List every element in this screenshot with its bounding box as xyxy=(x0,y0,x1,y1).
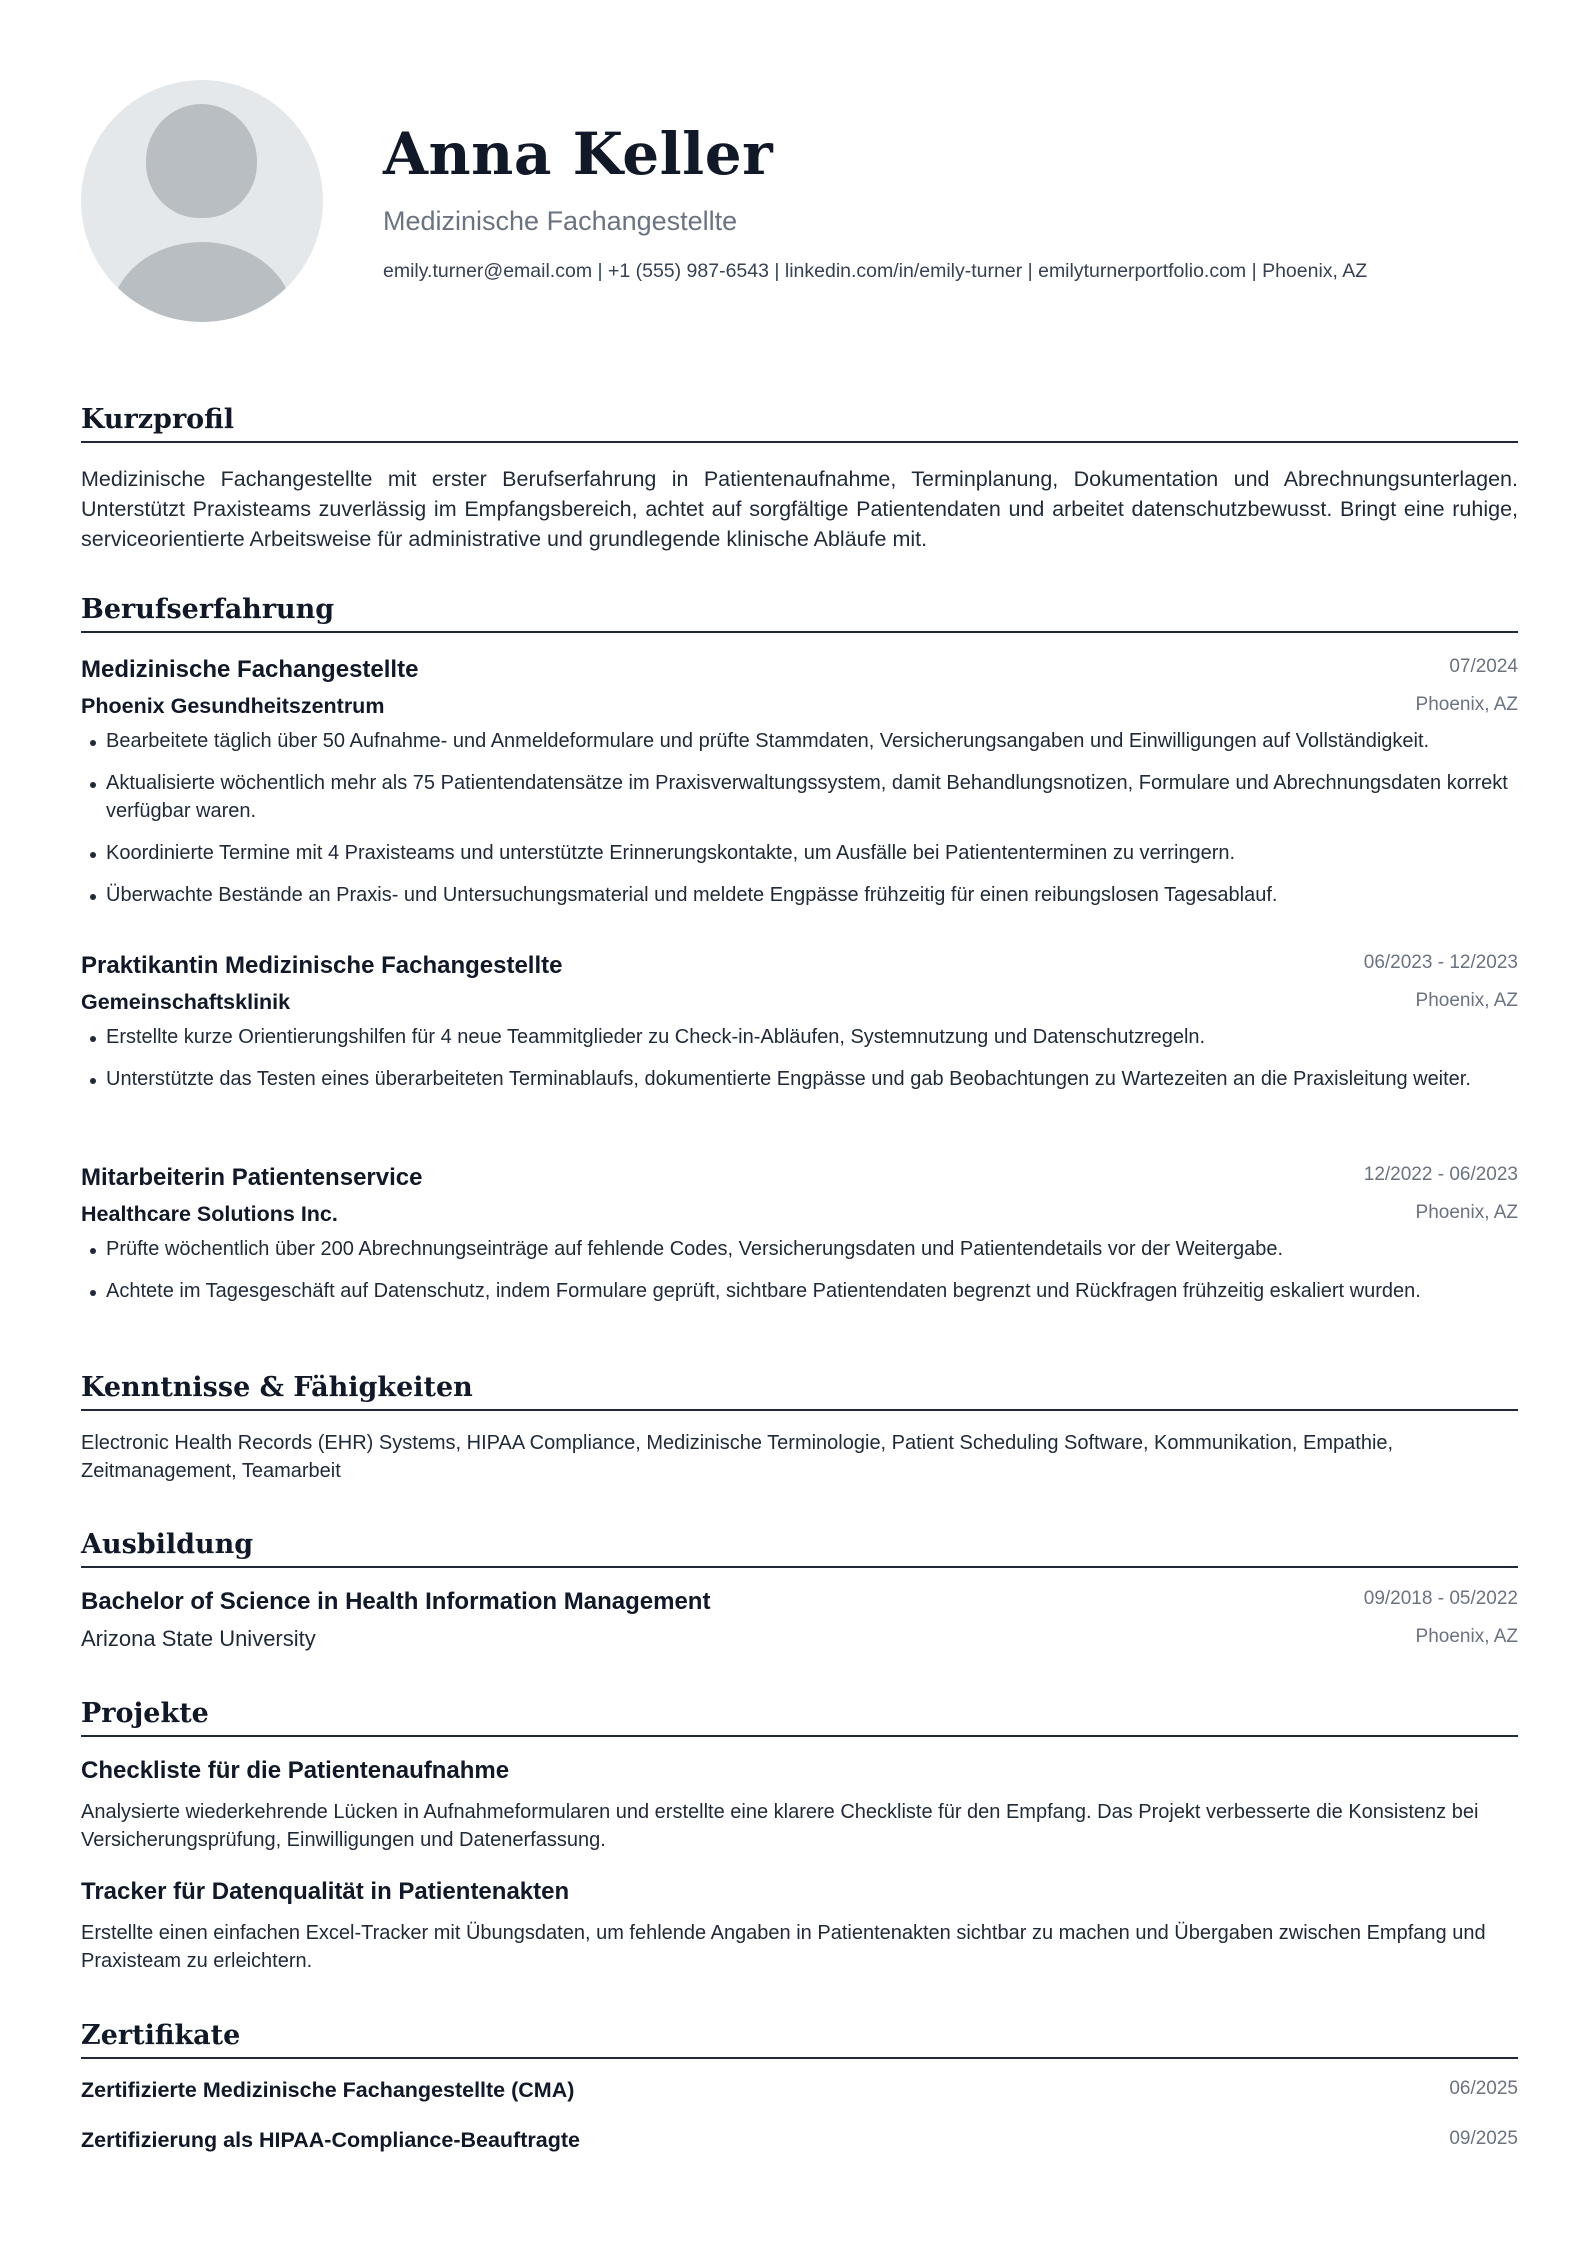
job-date: 06/2023 - 12/2023 xyxy=(1363,952,1518,973)
job-header xyxy=(81,1164,1518,1194)
certificate-name: Zertifizierung als HIPAA-Compliance-Beauftragte xyxy=(81,2128,580,2152)
section-heading-experience: Berufserfahrung xyxy=(81,594,1518,633)
section-heading-skills: Kenntnisse & Fähigkeiten xyxy=(81,1372,1518,1411)
project-title: Checkliste für die Patientenaufnahme xyxy=(81,1757,510,1784)
list-item: Achtete im Tagesgeschäft auf Datenschutz, indem Formulare geprüft, sichtbare Patientendaten begrenzt und Rückfragen frühzeitig eskaliert wurden. xyxy=(81,1277,1518,1305)
job-header xyxy=(81,952,1518,982)
list-item: Überwachte Bestände an Praxis- und Untersuchungsmaterial und meldete Engpässe frühzeitig für einen reibungslosen Tagesablauf. xyxy=(81,881,1518,909)
job-company: Gemeinschaftsklinik xyxy=(81,990,291,1014)
certificate-name: Zertifizierte Medizinische Fachangestellte (CMA) xyxy=(81,2078,575,2102)
certificate-row xyxy=(81,2128,1518,2158)
job-location: Phoenix, AZ xyxy=(1415,694,1518,715)
section-heading-summary: Kurzprofil xyxy=(81,404,1518,443)
project-header xyxy=(81,1878,1518,1908)
list-item: Koordinierte Termine mit 4 Praxisteams und unterstützte Erinnerungskontakte, um Ausfälle bei Patiententerminen zu verringern. xyxy=(81,839,1518,867)
section-heading-education: Ausbildung xyxy=(81,1529,1518,1568)
job-title: Mitarbeiterin Patientenservice xyxy=(81,1164,423,1191)
list-item: Prüfte wöchentlich über 200 Abrechnungseinträge auf fehlende Codes, Versicherungsdaten und Patientendetails vor der Weitergabe. xyxy=(81,1235,1518,1263)
job-company-row xyxy=(81,990,1518,1020)
job-title: Praktikantin Medizinische Fachangestellte xyxy=(81,952,563,979)
project-description: Erstellte einen einfachen Excel-Tracker mit Übungsdaten, um fehlende Angaben in Patientenakten sichtbar zu machen und Übergaben zwischen Empfang und Praxisteam zu erleichtern. xyxy=(81,1922,1486,1972)
certificate-date: 06/2025 xyxy=(1449,2078,1518,2099)
certificate-date: 09/2025 xyxy=(1449,2128,1518,2149)
project-title: Tracker für Datenqualität in Patientenakten xyxy=(81,1878,570,1905)
job-company: Phoenix Gesundheitszentrum xyxy=(81,694,385,718)
job-bullets xyxy=(81,1023,1518,1107)
list-item: Unterstützte das Testen eines überarbeiteten Terminablaufs, dokumentierte Engpässe und gab Beobachtungen zu Wartezeiten an die Praxisleitung weiter. xyxy=(81,1065,1518,1093)
job-bullets xyxy=(81,727,1518,923)
avatar-placeholder-icon xyxy=(81,80,323,322)
job-location: Phoenix, AZ xyxy=(1415,1202,1518,1223)
job-company-row xyxy=(81,694,1518,724)
job-location: Phoenix, AZ xyxy=(1415,990,1518,1011)
project-header xyxy=(81,1757,1518,1787)
candidate-name: Anna Keller xyxy=(383,120,774,188)
education-school: Arizona State University xyxy=(81,1626,316,1651)
section-heading-certificates: Zertifikate xyxy=(81,2020,1518,2059)
education-date: 09/2018 - 05/2022 xyxy=(1363,1588,1518,1609)
education-degree: Bachelor of Science in Health Information Management xyxy=(81,1588,711,1615)
education-location: Phoenix, AZ xyxy=(1415,1626,1518,1647)
candidate-title: Medizinische Fachangestellte xyxy=(383,206,738,236)
job-company: Healthcare Solutions Inc. xyxy=(81,1202,338,1226)
contact-line: emily.turner@email.com | +1 (555) 987-6543 | linkedin.com/in/emily-turner | emilyturnerportfolio.com | Phoenix, AZ xyxy=(383,260,1368,282)
job-bullets xyxy=(81,1235,1518,1319)
skills-text: Electronic Health Records (EHR) Systems, HIPAA Compliance, Medizinische Terminologie, Patient Scheduling Software, Kommunikation, Empathie, Zeitmanagement, Teamarbeit xyxy=(81,1432,1394,1482)
list-item: Bearbeitete täglich über 50 Aufnahme- und Anmeldeformulare und prüfte Stammdaten, Versicherungsangaben und Einwilligungen auf Vollständigkeit. xyxy=(81,727,1518,755)
job-company-row xyxy=(81,1202,1518,1232)
education-header xyxy=(81,1588,1518,1618)
certificate-row xyxy=(81,2078,1518,2108)
resume-header xyxy=(81,80,1518,325)
summary-text: Medizinische Fachangestellte mit erster Berufserfahrung in Patientenaufnahme, Terminplanung, Dokumentation und Abrechnungsunterlagen. Unterstützt Praxisteams zuverlässig im Empfangsbereich, achtet auf sorgfältige Patientendaten und arbeitet datenschutzbewusst. Bringt eine ruhige, serviceorientierte Arbeitsweise für administrative und grundlegende klinische Abläufe mit. xyxy=(81,467,1518,551)
job-header xyxy=(81,656,1518,686)
section-heading-projects: Projekte xyxy=(81,1698,1518,1737)
job-date: 12/2022 - 06/2023 xyxy=(1363,1164,1518,1185)
job-title: Medizinische Fachangestellte xyxy=(81,656,419,683)
education-school-row xyxy=(81,1626,1518,1656)
list-item: Aktualisierte wöchentlich mehr als 75 Patientendatensätze im Praxisverwaltungssystem, damit Behandlungsnotizen, Formulare und Abrechnungsdaten korrekt verfügbar waren. xyxy=(81,769,1518,825)
project-description: Analysierte wiederkehrende Lücken in Aufnahmeformularen und erstellte eine klarere Checkliste für den Empfang. Das Projekt verbesserte die Konsistenz bei Versicherungsprüfung, Einwilligungen und Datenerfassung. xyxy=(81,1801,1479,1851)
list-item: Erstellte kurze Orientierungshilfen für 4 neue Teammitglieder zu Check-in-Abläufen, Systemnutzung und Datenschutzregeln. xyxy=(81,1023,1518,1051)
job-date: 07/2024 xyxy=(1449,656,1518,677)
